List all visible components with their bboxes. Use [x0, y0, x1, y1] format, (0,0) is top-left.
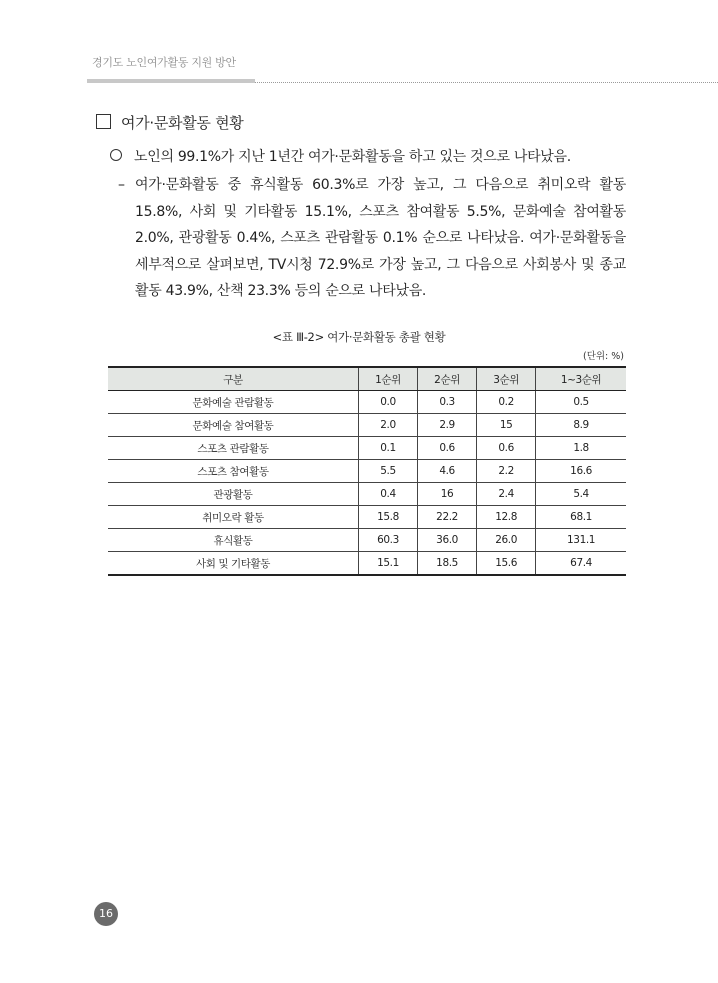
activity-table [108, 366, 626, 576]
table-row [108, 391, 626, 414]
table-cell: 68.1 [536, 506, 626, 529]
table-cell: 0.1 [359, 437, 418, 460]
table-cell: 60.3 [359, 529, 418, 552]
sub-line: 활동 43.9%, 산책 23.3% 등의 순으로 나타났음. [135, 283, 427, 299]
dash-bullet: – [118, 177, 125, 193]
row-label: 취미오락 활동 [108, 506, 359, 529]
table-cell: 2.9 [418, 414, 477, 437]
header-rule-solid [87, 79, 255, 83]
table-caption: <표 Ⅲ-2> 여가·문화활동 총괄 현황 [272, 330, 446, 344]
header-cell: 3순위 [477, 367, 536, 391]
table-cell: 16 [418, 483, 477, 506]
sub-paragraph-text [135, 172, 626, 305]
table-cell: 15.1 [359, 552, 418, 576]
header-cell: 1~3순위 [536, 367, 626, 391]
row-label: 사회 및 기타활동 [108, 552, 359, 576]
table-row [108, 483, 626, 506]
table-cell: 16.6 [536, 460, 626, 483]
table-cell: 5.4 [536, 483, 626, 506]
table-cell: 8.9 [536, 414, 626, 437]
header-rule-dotted [255, 82, 718, 83]
table-cell: 15.8 [359, 506, 418, 529]
sub-line: 2.0%, 관광활동 0.4%, 스포츠 관람활동 0.1% 순으로 나타났음. 여가·문화활동을 [135, 230, 626, 246]
running-header: 경기도 노인여가활동 지원 방안 [92, 56, 236, 69]
row-label: 문화예술 관람활동 [108, 391, 359, 414]
row-label: 문화예술 참여활동 [108, 414, 359, 437]
table-cell: 15 [477, 414, 536, 437]
main-bullet-text: 노인의 99.1%가 지난 1년간 여가·문화활동을 하고 있는 것으로 나타났음. [134, 149, 571, 165]
main-bullet [110, 146, 571, 166]
table-cell: 0.2 [477, 391, 536, 414]
table-row [108, 529, 626, 552]
table-cell: 131.1 [536, 529, 626, 552]
table-cell: 12.8 [477, 506, 536, 529]
header-cell: 구분 [108, 367, 359, 391]
sub-line: 여가·문화활동 중 휴식활동 60.3%로 가장 높고, 그 다음으로 취미오락 활동 [135, 177, 626, 193]
section-title [96, 112, 243, 133]
table-cell: 0.5 [536, 391, 626, 414]
table-cell: 1.8 [536, 437, 626, 460]
table-cell: 15.6 [477, 552, 536, 576]
table-cell: 26.0 [477, 529, 536, 552]
page-number: 16 [94, 902, 118, 926]
table-cell: 67.4 [536, 552, 626, 576]
table-unit: (단위: %) [582, 351, 624, 362]
row-label: 관광활동 [108, 483, 359, 506]
table-cell: 0.0 [359, 391, 418, 414]
header-cell: 1순위 [359, 367, 418, 391]
table-cell: 4.6 [418, 460, 477, 483]
circle-bullet-icon [110, 149, 122, 161]
row-label: 스포츠 관람활동 [108, 437, 359, 460]
table-header-row [108, 367, 626, 391]
table-row [108, 460, 626, 483]
table-cell: 0.3 [418, 391, 477, 414]
header-cell: 2순위 [418, 367, 477, 391]
row-label: 휴식활동 [108, 529, 359, 552]
table-cell: 2.2 [477, 460, 536, 483]
section-title-text: 여가·문화활동 현황 [121, 114, 244, 132]
table-cell: 0.6 [477, 437, 536, 460]
table-cell: 18.5 [418, 552, 477, 576]
table-row [108, 414, 626, 437]
table-cell: 2.0 [359, 414, 418, 437]
table-cell: 22.2 [418, 506, 477, 529]
square-bullet-icon [96, 114, 111, 129]
table-cell: 36.0 [418, 529, 477, 552]
table-cell: 0.4 [359, 483, 418, 506]
table-row [108, 506, 626, 529]
sub-line: 15.8%, 사회 및 기타활동 15.1%, 스포츠 참여활동 5.5%, 문화예술 참여활동 [135, 203, 626, 220]
sub-line: 세부적으로 살펴보면, TV시청 72.9%로 가장 높고, 그 다음으로 사회봉사 및 종교 [135, 256, 626, 273]
table-cell: 0.6 [418, 437, 477, 460]
table-cell: 5.5 [359, 460, 418, 483]
table-row [108, 552, 626, 576]
table-row [108, 437, 626, 460]
row-label: 스포츠 참여활동 [108, 460, 359, 483]
sub-paragraph [118, 172, 626, 305]
table-cell: 2.4 [477, 483, 536, 506]
